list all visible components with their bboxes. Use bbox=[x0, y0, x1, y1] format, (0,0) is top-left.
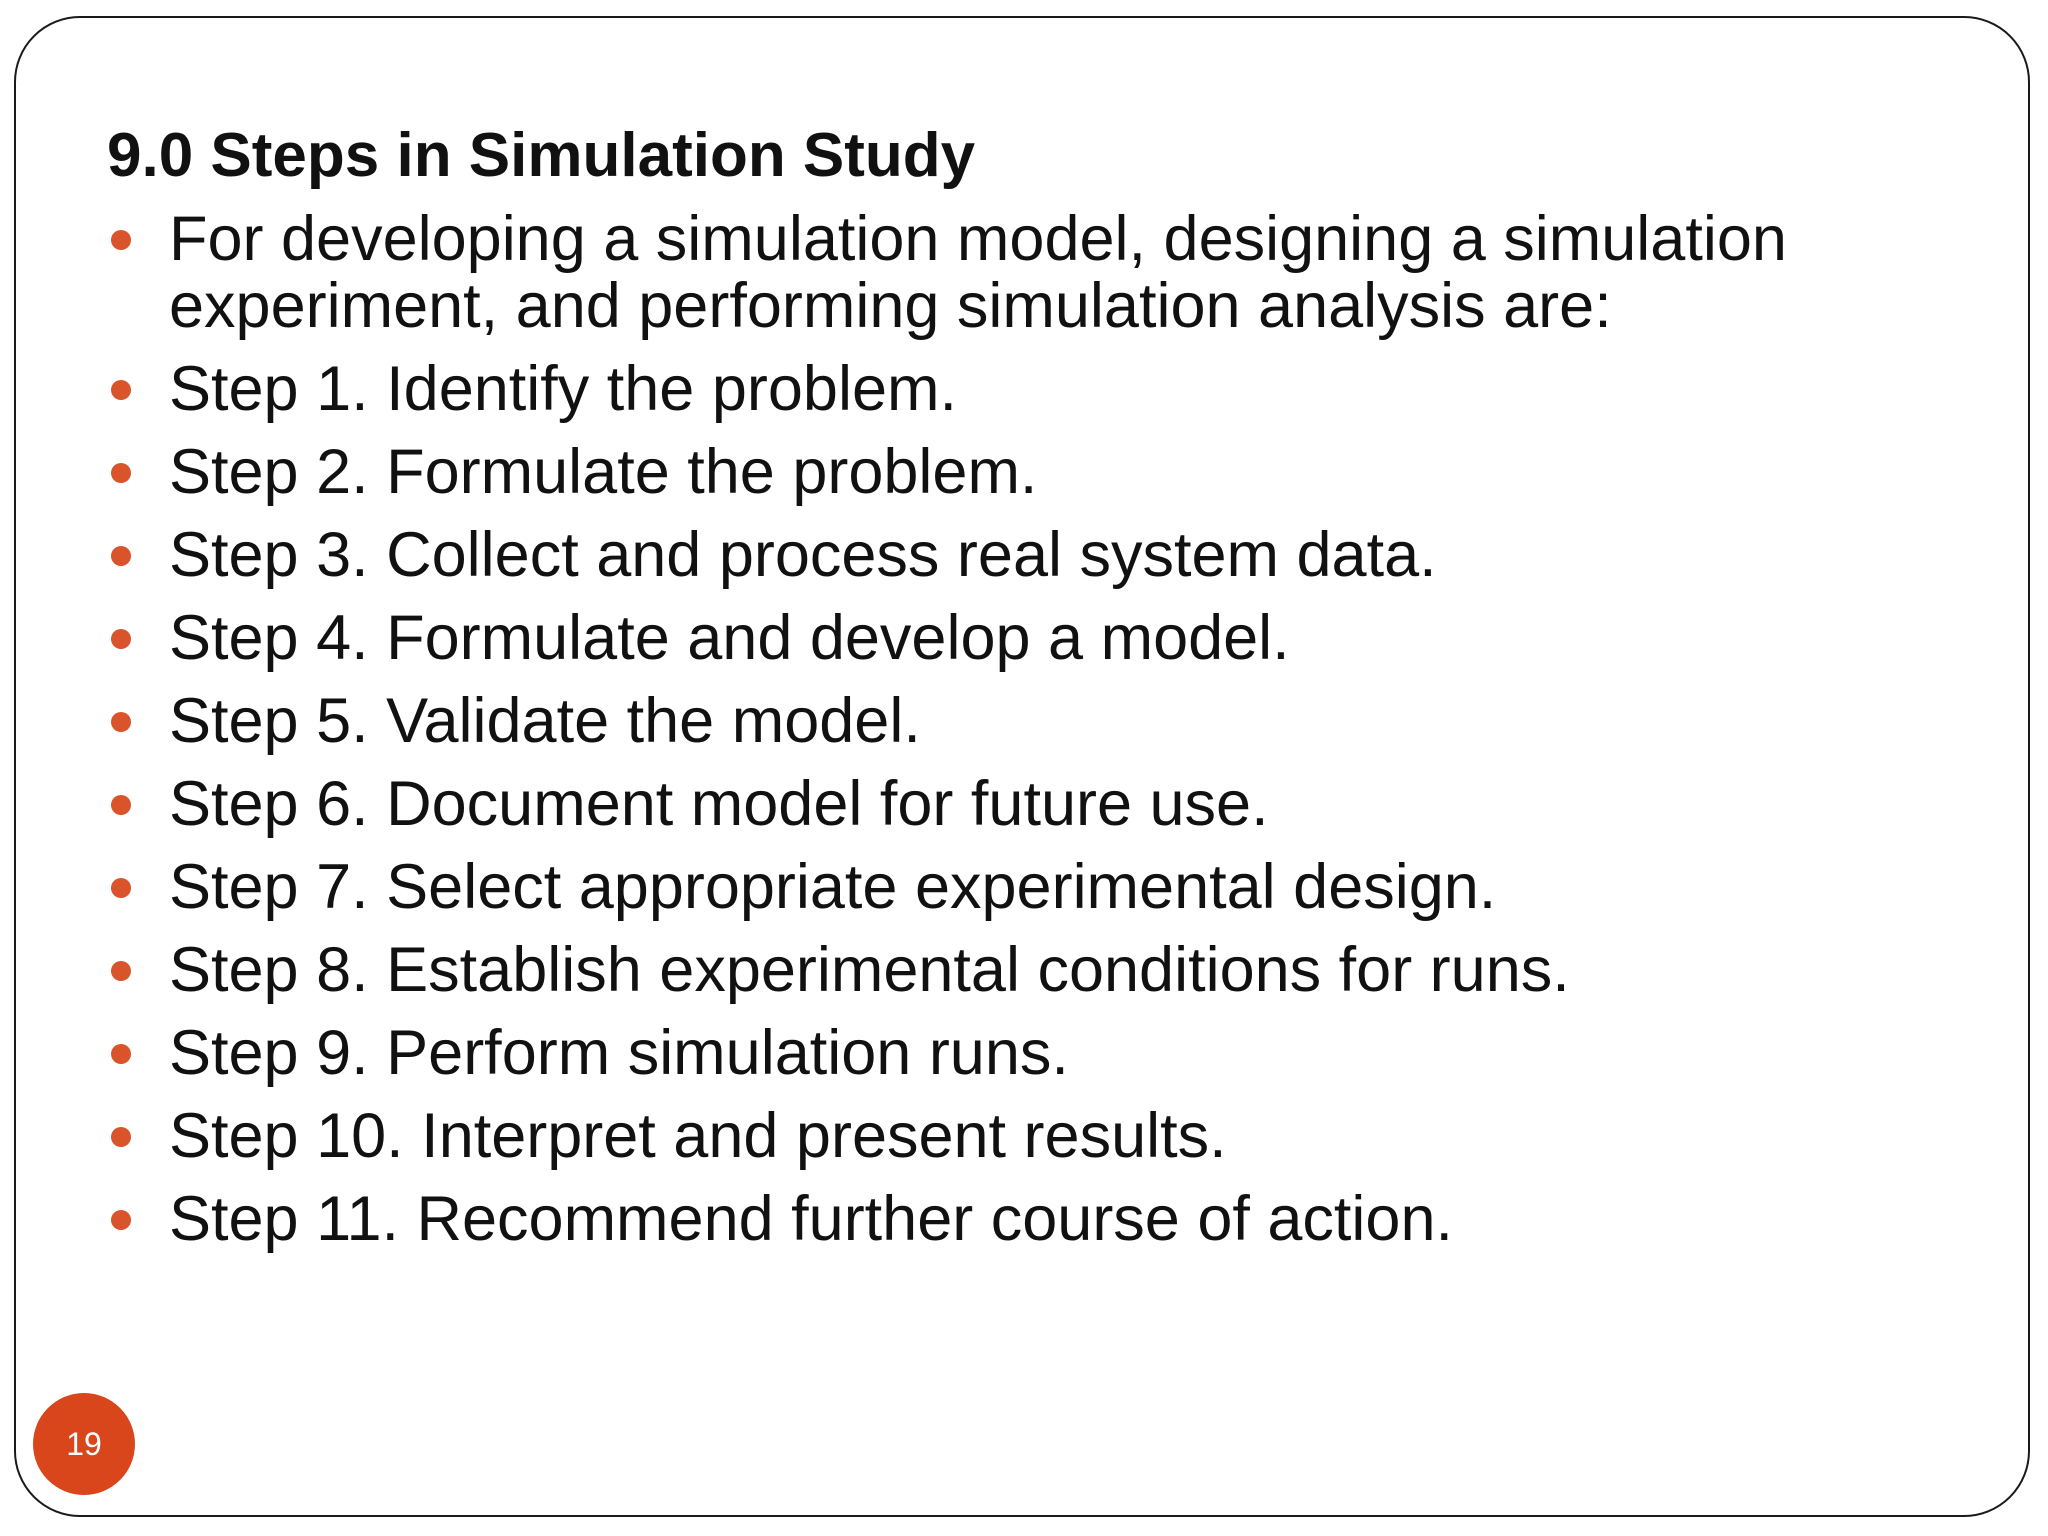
bullet-icon bbox=[111, 380, 131, 400]
bullet-item-step-6 bbox=[107, 771, 1987, 838]
bullet-list bbox=[107, 206, 1987, 1269]
bullet-text: Step 1. Identify the problem. bbox=[169, 354, 957, 424]
bullet-item-step-1 bbox=[107, 356, 1987, 423]
bullet-item-step-4 bbox=[107, 605, 1987, 672]
bullet-text: Step 3. Collect and process real system data. bbox=[169, 520, 1437, 590]
bullet-text: Step 9. Perform simulation runs. bbox=[169, 1018, 1069, 1088]
bullet-text: Step 6. Document model for future use. bbox=[169, 769, 1269, 839]
bullet-item-step-9 bbox=[107, 1020, 1987, 1087]
bullet-text: Step 5. Validate the model. bbox=[169, 686, 921, 756]
bullet-icon bbox=[111, 629, 131, 649]
bullet-text: Step 11. Recommend further course of action. bbox=[169, 1184, 1453, 1254]
bullet-item-step-5 bbox=[107, 688, 1987, 755]
bullet-icon bbox=[111, 230, 131, 250]
bullet-item-step-7 bbox=[107, 854, 1987, 921]
bullet-icon bbox=[111, 546, 131, 566]
bullet-text: Step 4. Formulate and develop a model. bbox=[169, 603, 1290, 673]
bullet-item-step-3 bbox=[107, 522, 1987, 589]
bullet-icon bbox=[111, 712, 131, 732]
bullet-item-step-10 bbox=[107, 1103, 1987, 1170]
bullet-icon bbox=[111, 878, 131, 898]
bullet-text: Step 8. Establish experimental conditions for runs. bbox=[169, 935, 1570, 1005]
bullet-text: Step 2. Formulate the problem. bbox=[169, 437, 1038, 507]
bullet-text: Step 7. Select appropriate experimental design. bbox=[169, 852, 1497, 922]
bullet-icon bbox=[111, 961, 131, 981]
bullet-icon bbox=[111, 1127, 131, 1147]
bullet-icon bbox=[111, 463, 131, 483]
bullet-item-step-8 bbox=[107, 937, 1987, 1004]
bullet-icon bbox=[111, 1044, 131, 1064]
bullet-icon bbox=[111, 795, 131, 815]
bullet-text: For developing a simulation model, designing a simulation experiment, and performing simulation analysis are: bbox=[169, 204, 1787, 341]
bullet-icon bbox=[111, 1210, 131, 1230]
slide-title: 9.0 Steps in Simulation Study bbox=[107, 121, 976, 190]
page-number-badge: 19 bbox=[33, 1393, 135, 1495]
bullet-text: Step 10. Interpret and present results. bbox=[169, 1101, 1227, 1171]
bullet-item-intro bbox=[107, 206, 1987, 340]
bullet-item-step-11 bbox=[107, 1186, 1987, 1253]
bullet-item-step-2 bbox=[107, 439, 1987, 506]
